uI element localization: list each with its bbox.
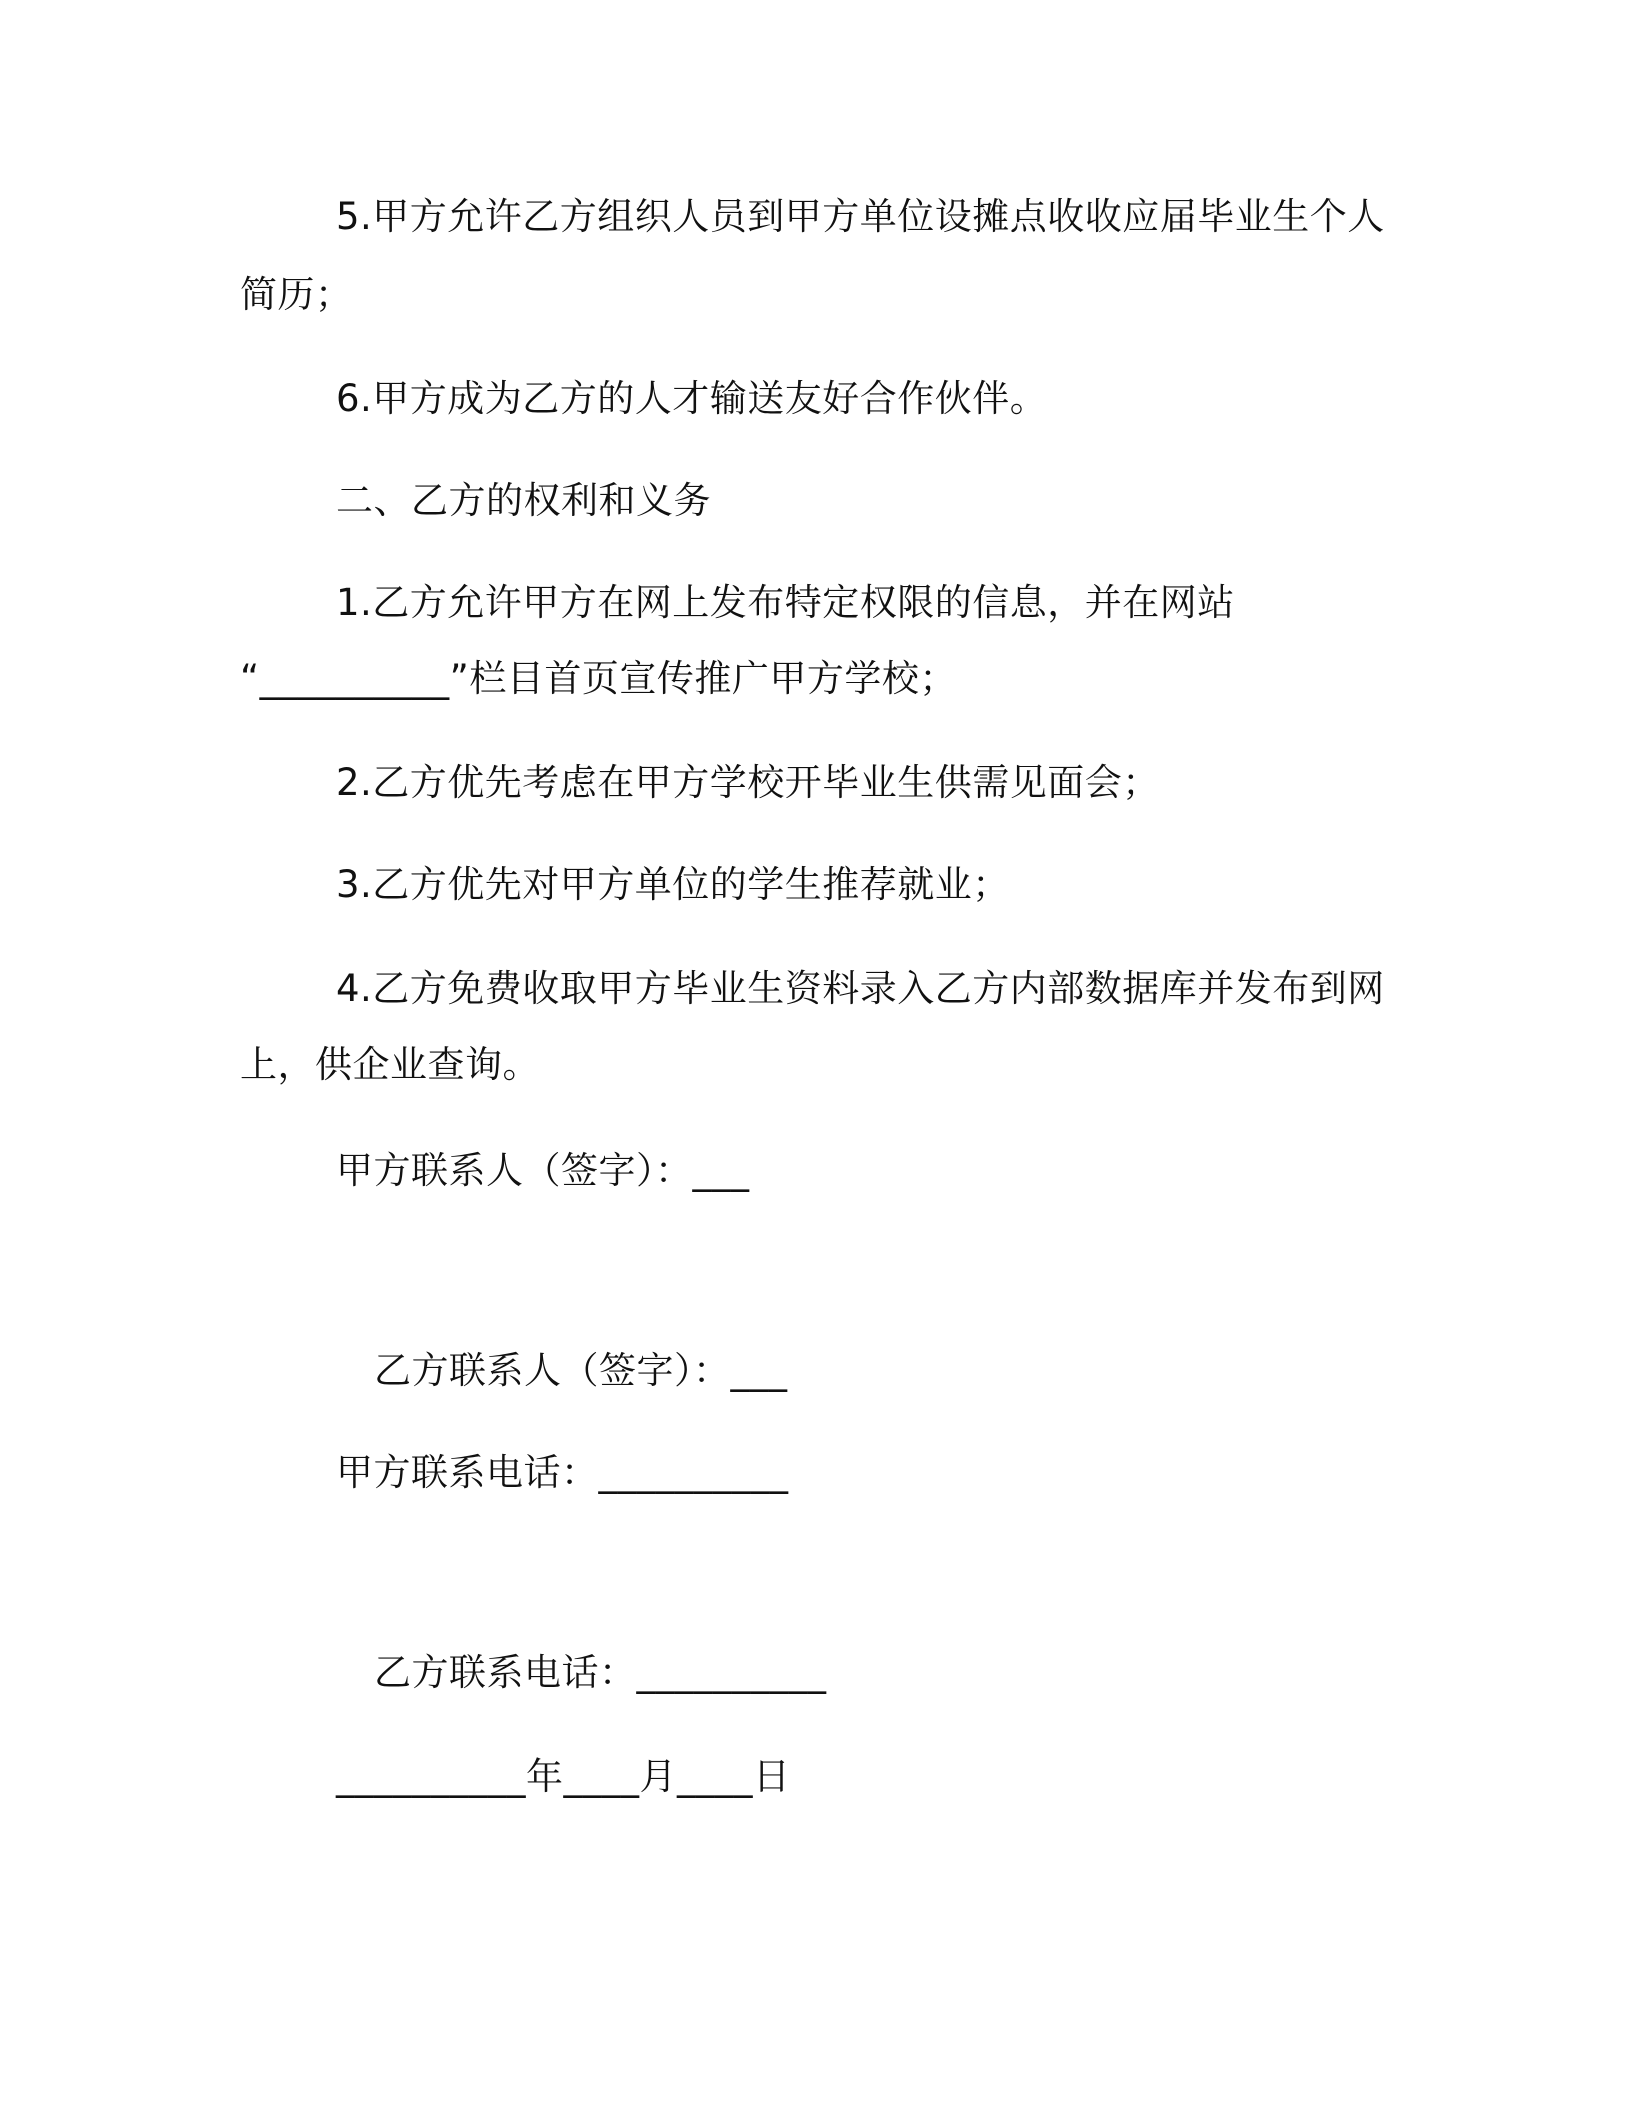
party-a-contact-signature: 甲方联系人（签字）：___ (336, 1149, 750, 1192)
clause-b2: 2.乙方优先考虑在甲方学校开毕业生供需见面会； (336, 761, 1160, 804)
section-heading-party-b: 二、乙方的权利和义务 (336, 479, 711, 522)
party-a-phone: 甲方联系电话：__________ (336, 1451, 789, 1494)
clause-a5-line1: 5.甲方允许乙方组织人员到甲方单位设摊点收收应届毕业生个人 (336, 195, 1385, 238)
clause-b4-line2: 上，供企业查询。 (240, 1043, 540, 1086)
clause-b4-line1: 4.乙方免费收取甲方毕业生资料录入乙方内部数据库并发布到网 (336, 967, 1385, 1010)
clause-b1-line2: “__________”栏目首页宣传推广甲方学校； (240, 657, 957, 700)
clause-a5-line2: 简历； (240, 273, 353, 316)
clause-b3: 3.乙方优先对甲方单位的学生推荐就业； (336, 863, 1010, 906)
clause-a6: 6.甲方成为乙方的人才输送友好合作伙伴。 (336, 377, 1048, 420)
signing-date: __________年____月____日 (336, 1755, 791, 1798)
party-b-phone: 乙方联系电话：__________ (374, 1651, 827, 1694)
party-b-contact-signature: 乙方联系人（签字）：___ (374, 1349, 788, 1392)
clause-b1-line1: 1.乙方允许甲方在网上发布特定权限的信息，并在网站 (336, 581, 1235, 624)
